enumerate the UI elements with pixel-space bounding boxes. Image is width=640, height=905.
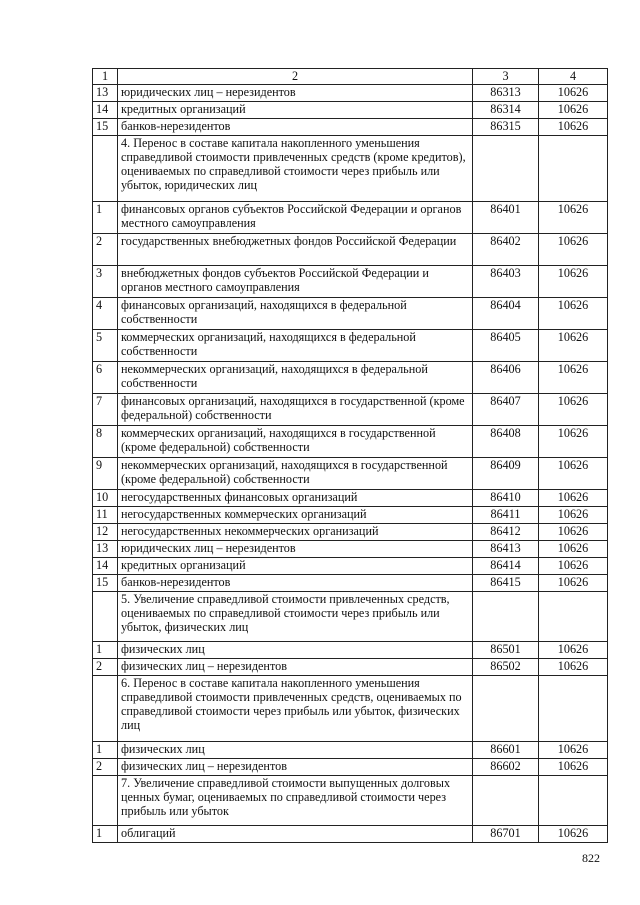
row-number: 2 <box>93 659 118 676</box>
section-account-cell <box>473 592 539 642</box>
section-row <box>93 776 608 826</box>
symbol-code: 10626 <box>539 234 608 266</box>
section-account-cell <box>473 776 539 826</box>
account-name: негосударственных финансовых организаций <box>118 490 473 507</box>
table-row <box>93 234 608 266</box>
section-number-cell <box>93 592 118 642</box>
account-name: некоммерческих организаций, находящихся в государственной (кроме федеральной) собственности <box>118 458 473 490</box>
account-name: негосударственных некоммерческих организаций <box>118 524 473 541</box>
row-number: 2 <box>93 759 118 776</box>
symbol-code: 10626 <box>539 524 608 541</box>
table-row <box>93 119 608 136</box>
table-row <box>93 202 608 234</box>
table-row <box>93 742 608 759</box>
account-number: 86405 <box>473 330 539 362</box>
account-number: 86410 <box>473 490 539 507</box>
account-name: кредитных организаций <box>118 558 473 575</box>
account-number: 86601 <box>473 742 539 759</box>
account-number: 86402 <box>473 234 539 266</box>
symbol-code: 10626 <box>539 558 608 575</box>
account-name: кредитных организаций <box>118 102 473 119</box>
row-number: 8 <box>93 426 118 458</box>
table-row <box>93 266 608 298</box>
section-title: 7. Увеличение справедливой стоимости выпущенных долговых ценных бумаг, оцениваемых по справедливой стоимости через прибыль или убыток <box>118 776 473 826</box>
table-row <box>93 330 608 362</box>
section-account-cell <box>473 136 539 202</box>
header-col-4: 4 <box>539 69 608 85</box>
account-number: 86602 <box>473 759 539 776</box>
section-account-cell <box>473 676 539 742</box>
account-name: финансовых органов субъектов Российской Федерации и органов местного самоуправления <box>118 202 473 234</box>
account-name: негосударственных коммерческих организаций <box>118 507 473 524</box>
section-row <box>93 676 608 742</box>
row-number: 1 <box>93 642 118 659</box>
section-symbol-cell <box>539 776 608 826</box>
account-number: 86404 <box>473 298 539 330</box>
row-number: 15 <box>93 119 118 136</box>
symbol-code: 10626 <box>539 85 608 102</box>
symbol-code: 10626 <box>539 362 608 394</box>
section-row <box>93 136 608 202</box>
symbol-code: 10626 <box>539 426 608 458</box>
table-row <box>93 298 608 330</box>
account-number: 86413 <box>473 541 539 558</box>
account-name: физических лиц <box>118 642 473 659</box>
account-number: 86408 <box>473 426 539 458</box>
symbol-code: 10626 <box>539 642 608 659</box>
row-number: 13 <box>93 85 118 102</box>
symbol-code: 10626 <box>539 826 608 843</box>
account-name: физических лиц – нерезидентов <box>118 759 473 776</box>
table-row <box>93 490 608 507</box>
account-number: 86403 <box>473 266 539 298</box>
table-row <box>93 558 608 575</box>
account-name: государственных внебюджетных фондов Российской Федерации <box>118 234 473 266</box>
row-number: 14 <box>93 558 118 575</box>
table-row <box>93 458 608 490</box>
symbol-code: 10626 <box>539 490 608 507</box>
account-number: 86315 <box>473 119 539 136</box>
row-number: 12 <box>93 524 118 541</box>
symbol-code: 10626 <box>539 330 608 362</box>
symbol-code: 10626 <box>539 298 608 330</box>
account-name: физических лиц – нерезидентов <box>118 659 473 676</box>
row-number: 3 <box>93 266 118 298</box>
account-name: юридических лиц – нерезидентов <box>118 85 473 102</box>
account-name: коммерческих организаций, находящихся в государственной (кроме федеральной) собственности <box>118 426 473 458</box>
account-number: 86415 <box>473 575 539 592</box>
symbol-code: 10626 <box>539 742 608 759</box>
accounts-table <box>92 68 608 843</box>
section-title: 5. Увеличение справедливой стоимости привлеченных средств, оцениваемых по справедливой стоимости через прибыль или убыток, физических лиц <box>118 592 473 642</box>
table-row <box>93 575 608 592</box>
row-number: 11 <box>93 507 118 524</box>
page-number: 822 <box>582 851 600 865</box>
account-number: 86412 <box>473 524 539 541</box>
symbol-code: 10626 <box>539 507 608 524</box>
table-row <box>93 541 608 558</box>
account-number: 86401 <box>473 202 539 234</box>
row-number: 14 <box>93 102 118 119</box>
symbol-code: 10626 <box>539 266 608 298</box>
symbol-code: 10626 <box>539 759 608 776</box>
section-title: 6. Перенос в составе капитала накопленного уменьшения справедливой стоимости привлеченных средств, оцениваемых по справедливой стоимости через прибыль или убыток, физических лиц <box>118 676 473 742</box>
section-symbol-cell <box>539 676 608 742</box>
account-name: юридических лиц – нерезидентов <box>118 541 473 558</box>
section-symbol-cell <box>539 592 608 642</box>
row-number: 6 <box>93 362 118 394</box>
row-number: 7 <box>93 394 118 426</box>
account-number: 86313 <box>473 85 539 102</box>
table-row <box>93 394 608 426</box>
account-number: 86409 <box>473 458 539 490</box>
section-number-cell <box>93 776 118 826</box>
table-row <box>93 426 608 458</box>
symbol-code: 10626 <box>539 102 608 119</box>
table-row <box>93 642 608 659</box>
symbol-code: 10626 <box>539 575 608 592</box>
row-number: 10 <box>93 490 118 507</box>
account-number: 86407 <box>473 394 539 426</box>
row-number: 1 <box>93 202 118 234</box>
table-row <box>93 362 608 394</box>
row-number: 15 <box>93 575 118 592</box>
account-name: банков-нерезидентов <box>118 575 473 592</box>
row-number: 9 <box>93 458 118 490</box>
row-number: 5 <box>93 330 118 362</box>
account-name: банков-нерезидентов <box>118 119 473 136</box>
symbol-code: 10626 <box>539 202 608 234</box>
row-number: 2 <box>93 234 118 266</box>
account-number: 86414 <box>473 558 539 575</box>
account-number: 86701 <box>473 826 539 843</box>
row-number: 1 <box>93 742 118 759</box>
account-number: 86501 <box>473 642 539 659</box>
symbol-code: 10626 <box>539 541 608 558</box>
symbol-code: 10626 <box>539 659 608 676</box>
table-row <box>93 759 608 776</box>
row-number: 1 <box>93 826 118 843</box>
account-name: физических лиц <box>118 742 473 759</box>
symbol-code: 10626 <box>539 119 608 136</box>
header-col-2: 2 <box>118 69 473 85</box>
account-number: 86406 <box>473 362 539 394</box>
section-number-cell <box>93 136 118 202</box>
account-name: облигаций <box>118 826 473 843</box>
table-row <box>93 102 608 119</box>
account-name: некоммерческих организаций, находящихся в федеральной собственности <box>118 362 473 394</box>
row-number: 13 <box>93 541 118 558</box>
section-number-cell <box>93 676 118 742</box>
table-row <box>93 524 608 541</box>
table-row <box>93 507 608 524</box>
section-symbol-cell <box>539 136 608 202</box>
symbol-code: 10626 <box>539 458 608 490</box>
header-col-3: 3 <box>473 69 539 85</box>
table-body <box>93 85 608 843</box>
section-title: 4. Перенос в составе капитала накопленного уменьшения справедливой стоимости привлеченных средств (кроме кредитов), оцениваемых по справедливой стоимости через прибыль или убыток, юридических лиц <box>118 136 473 202</box>
row-number: 4 <box>93 298 118 330</box>
header-row <box>93 69 608 85</box>
symbol-code: 10626 <box>539 394 608 426</box>
table-row <box>93 826 608 843</box>
account-number: 86411 <box>473 507 539 524</box>
table-row <box>93 659 608 676</box>
account-name: внебюджетных фондов субъектов Российской Федерации и органов местного самоуправления <box>118 266 473 298</box>
account-name: коммерческих организаций, находящихся в федеральной собственности <box>118 330 473 362</box>
account-name: финансовых организаций, находящихся в федеральной собственности <box>118 298 473 330</box>
section-row <box>93 592 608 642</box>
account-number: 86314 <box>473 102 539 119</box>
account-name: финансовых организаций, находящихся в государственной (кроме федеральной) собственности <box>118 394 473 426</box>
header-col-1: 1 <box>93 69 118 85</box>
table-row <box>93 85 608 102</box>
account-number: 86502 <box>473 659 539 676</box>
